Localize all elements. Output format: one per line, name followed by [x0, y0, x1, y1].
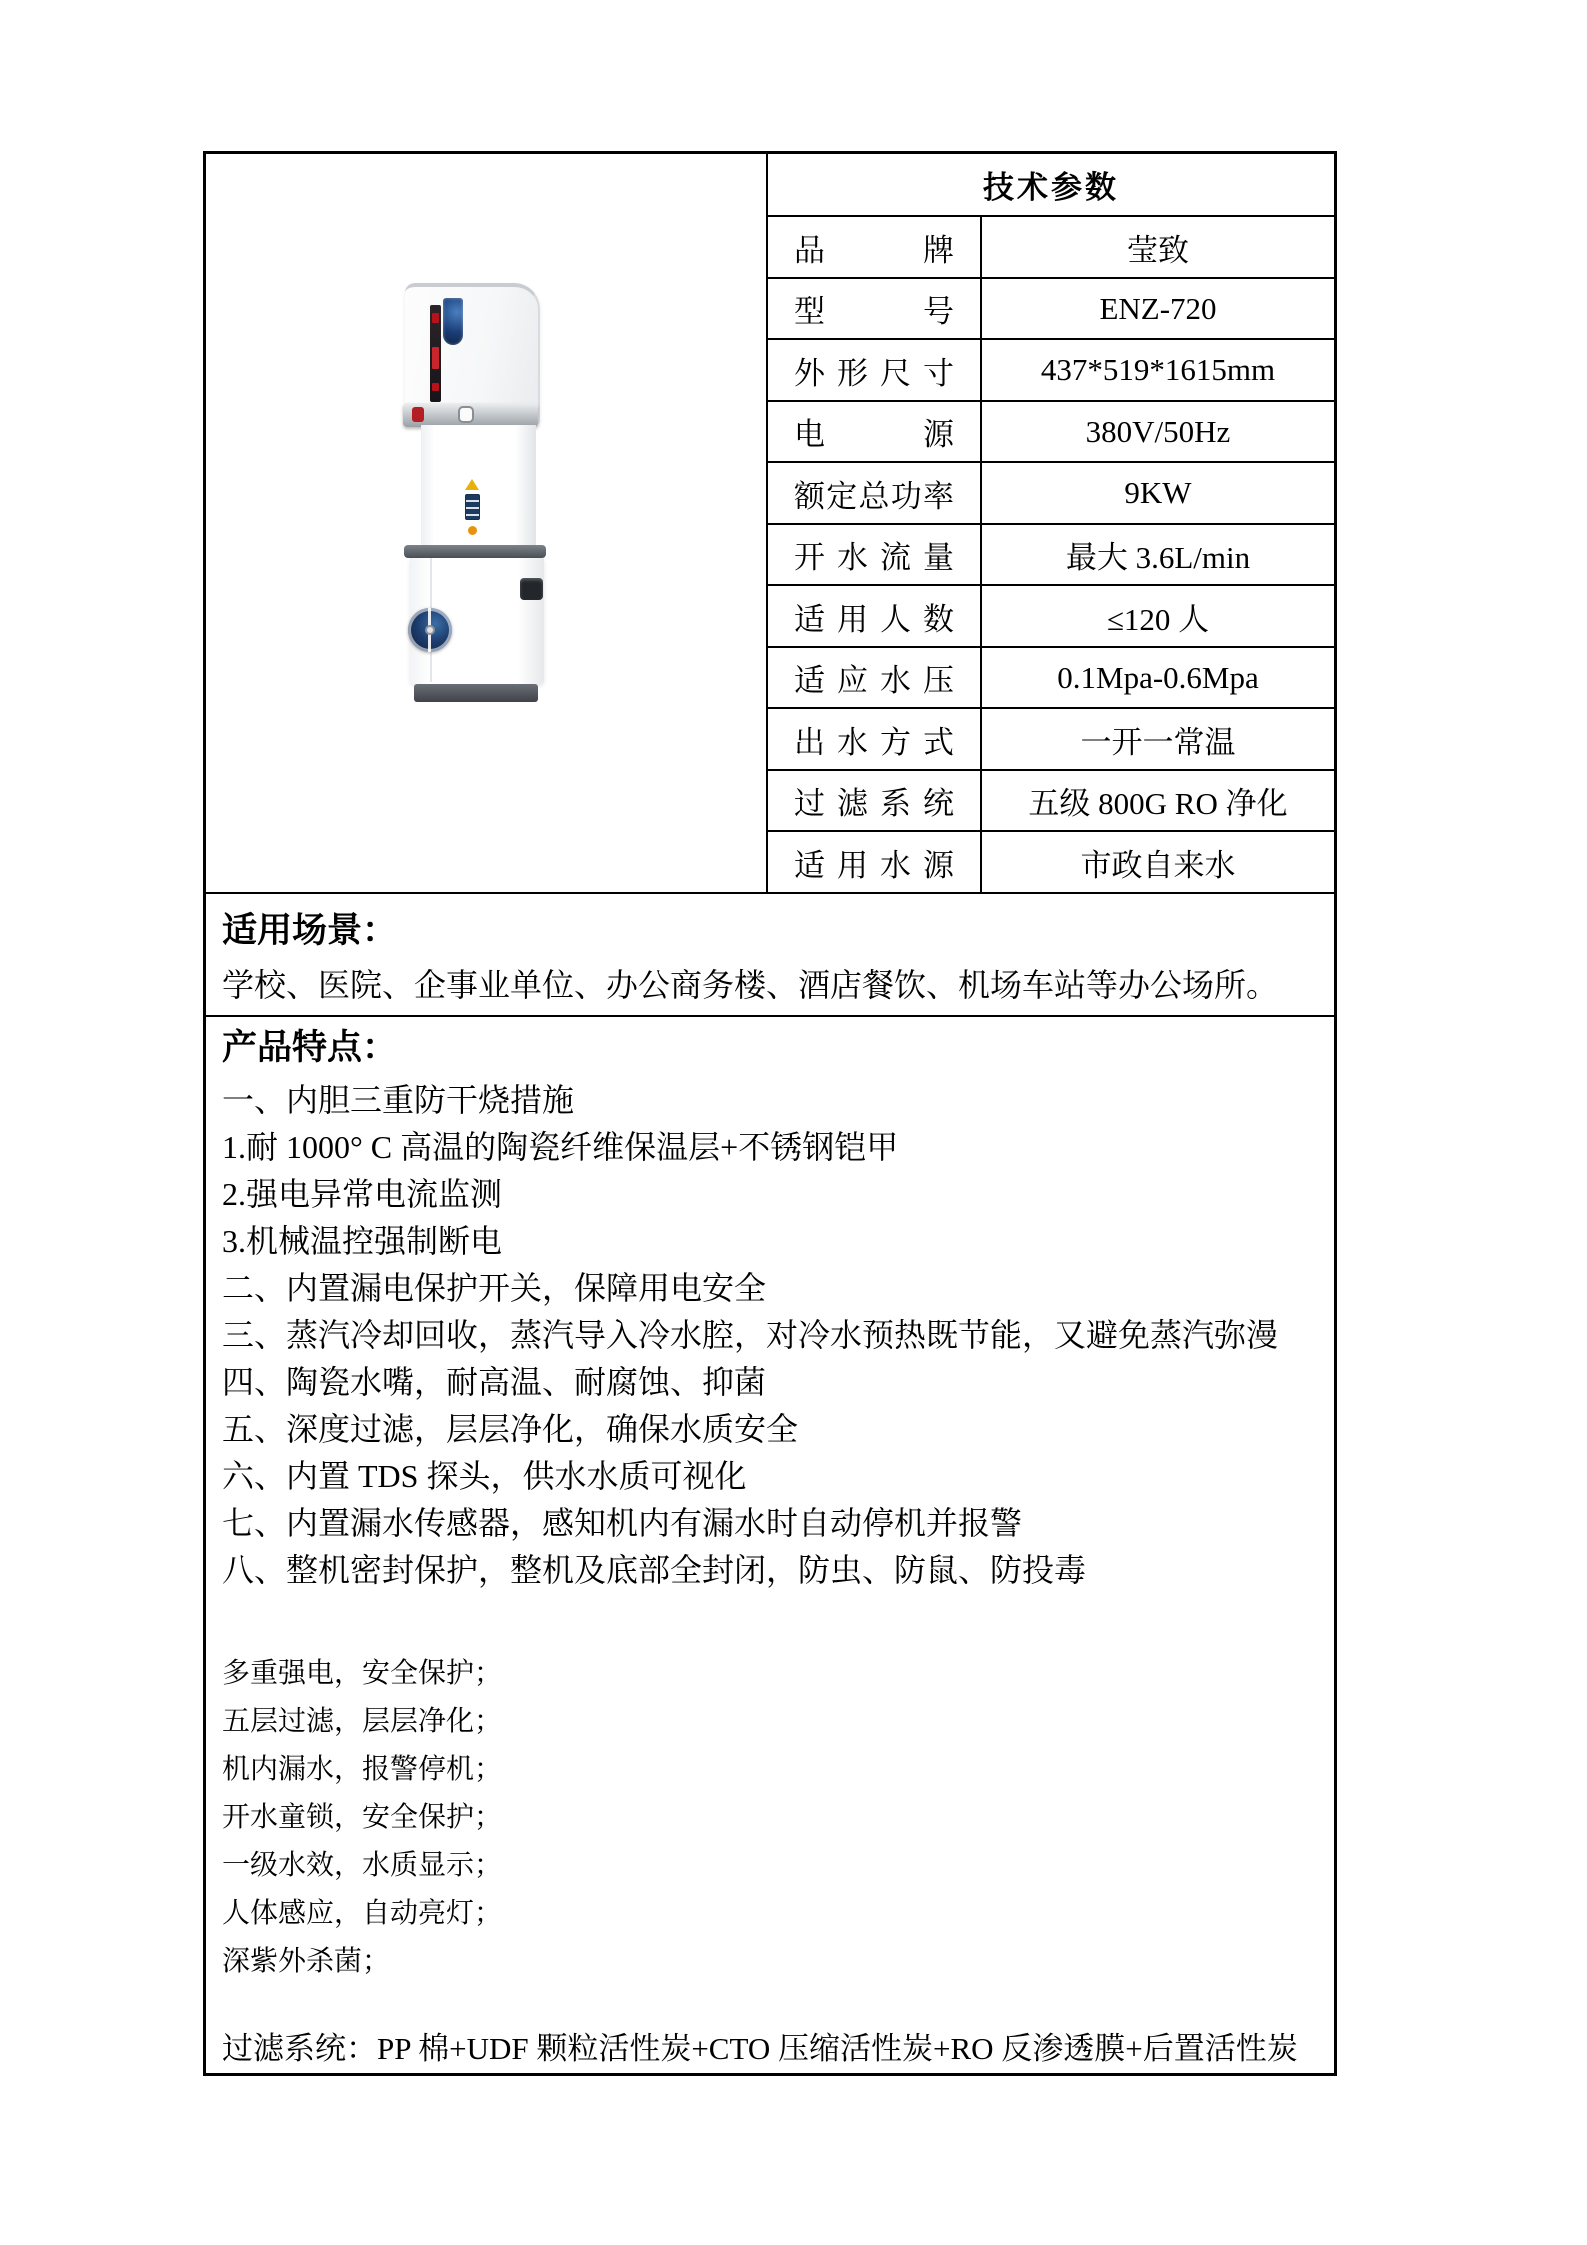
- spec-label-cell: [768, 709, 982, 769]
- spec-table: [768, 154, 1334, 892]
- spec-row: [768, 832, 1334, 892]
- highlight-line: 开水童锁，安全保护；: [222, 1802, 503, 1833]
- spec-label-cell: [768, 402, 982, 462]
- spec-value-cell: 五级 800G RO 净化: [1028, 786, 1288, 822]
- device-control-strip: [430, 305, 441, 402]
- spec-row: [768, 586, 1334, 648]
- feature-line: 四、陶瓷水嘴，耐高温、耐腐蚀、抑菌: [222, 1364, 767, 1400]
- device-indicator-red: [432, 383, 439, 391]
- spec-label-text: 外 形 尺 寸: [794, 355, 954, 391]
- device-white-button: [458, 406, 474, 423]
- highlight-line: 深紫外杀菌；: [222, 1946, 391, 1977]
- product-image-cell: [206, 154, 768, 892]
- spec-label-text: 型 号: [794, 294, 954, 330]
- device-base: [414, 684, 538, 702]
- spec-value-cell: 0.1Mpa-0.6Mpa: [1057, 659, 1259, 695]
- spec-value-cell: 最大 3.6L/min: [1065, 540, 1251, 576]
- feature-line: 五、深度过滤，层层净化，确保水质安全: [222, 1411, 799, 1447]
- features-section: [206, 1017, 1334, 2073]
- spec-row: [768, 217, 1334, 279]
- scenario-title: 适用场景：: [222, 911, 398, 950]
- spec-label-cell: [768, 217, 982, 277]
- spec-label-text: 适 应 水 压: [794, 663, 954, 699]
- highlight-line: 人体感应，自动亮灯；: [222, 1898, 503, 1929]
- highlight-line: 一级水效，水质显示；: [222, 1850, 503, 1881]
- features-list: [222, 1077, 1318, 1594]
- device-indicator-red: [432, 313, 439, 323]
- top-section: [206, 154, 1334, 894]
- spec-label-cell: [768, 648, 982, 708]
- device-warning-triangle: [465, 479, 479, 490]
- spec-table-rows: [768, 217, 1334, 892]
- spec-label-cell: [768, 525, 982, 585]
- spec-value-cell: ENZ-720: [1099, 290, 1217, 326]
- highlight-line: 机内漏水，报警停机；: [222, 1754, 503, 1785]
- feature-line: 二、内置漏电保护开关，保障用电安全: [222, 1270, 767, 1306]
- spec-row: [768, 463, 1334, 525]
- spec-row: [768, 709, 1334, 771]
- device-cabinet-rim: [404, 545, 546, 558]
- spec-label-cell: [768, 279, 982, 339]
- product-photo: [206, 154, 766, 892]
- spec-label-text: 品 牌: [794, 232, 954, 268]
- feature-line: 3.机械温控强制断电: [222, 1223, 503, 1259]
- spec-label-cell: [768, 771, 982, 831]
- features-title: 产品特点：: [222, 1028, 398, 1067]
- device-indicator-red: [432, 347, 439, 369]
- spec-value-cell: 一开一常温: [1080, 724, 1236, 760]
- spec-label-cell: [768, 832, 982, 892]
- scenario-text: 学校、医院、企事业单位、办公商务楼、酒店餐饮、机场车站等办公场所。: [222, 967, 1279, 1003]
- feature-line: 2.强电异常电流监测: [222, 1176, 503, 1212]
- spec-row: [768, 525, 1334, 587]
- spec-label-text: 适 用 水 源: [794, 847, 954, 883]
- spec-label-text: 开 水 流 量: [794, 540, 954, 576]
- feature-line: 1.耐 1000° C 高温的陶瓷纤维保温层+不锈钢铠甲: [222, 1129, 899, 1165]
- device-orange-dot: [468, 526, 477, 535]
- feature-line: 七、内置漏水传感器，感知机内有漏水时自动停机并报警: [222, 1505, 1023, 1541]
- feature-line: 八、整机密封保护，整机及底部全封闭，防虫、防鼠、防投毒: [222, 1552, 1087, 1588]
- spec-value-cell: 437*519*1615mm: [1040, 352, 1276, 388]
- spec-label-cell: [768, 463, 982, 523]
- spec-label-cell: [768, 586, 982, 646]
- spec-value-cell: 莹致: [1127, 232, 1189, 268]
- spacer: [222, 1986, 1318, 2024]
- spec-row: [768, 771, 1334, 833]
- spec-label-text: 电 源: [794, 417, 954, 453]
- spec-row: [768, 279, 1334, 341]
- highlight-line: 多重强电，安全保护；: [222, 1658, 503, 1689]
- device-red-button: [412, 407, 424, 422]
- device-handle-slot: [520, 578, 543, 600]
- highlights-list: [222, 1650, 1318, 1986]
- device-tray-band: [403, 403, 538, 427]
- spec-document-table: [203, 151, 1337, 2076]
- spec-value-cell: 市政自来水: [1080, 847, 1236, 883]
- spec-label-cell: [768, 340, 982, 400]
- spec-label-text: 过 滤 系 统: [794, 786, 954, 822]
- spec-row: [768, 648, 1334, 710]
- spec-table-header: 技术参数: [768, 154, 1334, 217]
- spec-value-cell: 9KW: [1124, 475, 1192, 511]
- spec-value-cell: ≤120 人: [1106, 601, 1210, 637]
- feature-line: 一、内胆三重防干烧措施: [222, 1082, 575, 1118]
- device-label-tag: [465, 494, 480, 520]
- device-display-screen: [443, 298, 463, 345]
- spec-value-cell: 380V/50Hz: [1085, 413, 1231, 449]
- feature-line: 三、蒸汽冷却回收，蒸汽导入冷水腔，对冷水预热既节能，又避免蒸汽弥漫: [222, 1317, 1279, 1353]
- filter-system-line: 过滤系统：PP 棉+UDF 颗粒活性炭+CTO 压缩活性炭+RO 反渗透膜+后置活性炭: [222, 2031, 1298, 2066]
- device-filter-hub: [425, 625, 435, 635]
- spec-label-text: 额 定 总 功 率: [794, 478, 954, 514]
- highlight-line: 五层过滤，层层净化；: [222, 1706, 503, 1737]
- spec-row: [768, 340, 1334, 402]
- spec-label-text: 适 用 人 数: [794, 601, 954, 637]
- spacer: [222, 1594, 1318, 1650]
- spec-row: [768, 402, 1334, 464]
- scenario-section: [206, 894, 1334, 1017]
- spec-label-text: 出 水 方 式: [794, 724, 954, 760]
- feature-line: 六、内置 TDS 探头，供水水质可视化: [222, 1458, 747, 1494]
